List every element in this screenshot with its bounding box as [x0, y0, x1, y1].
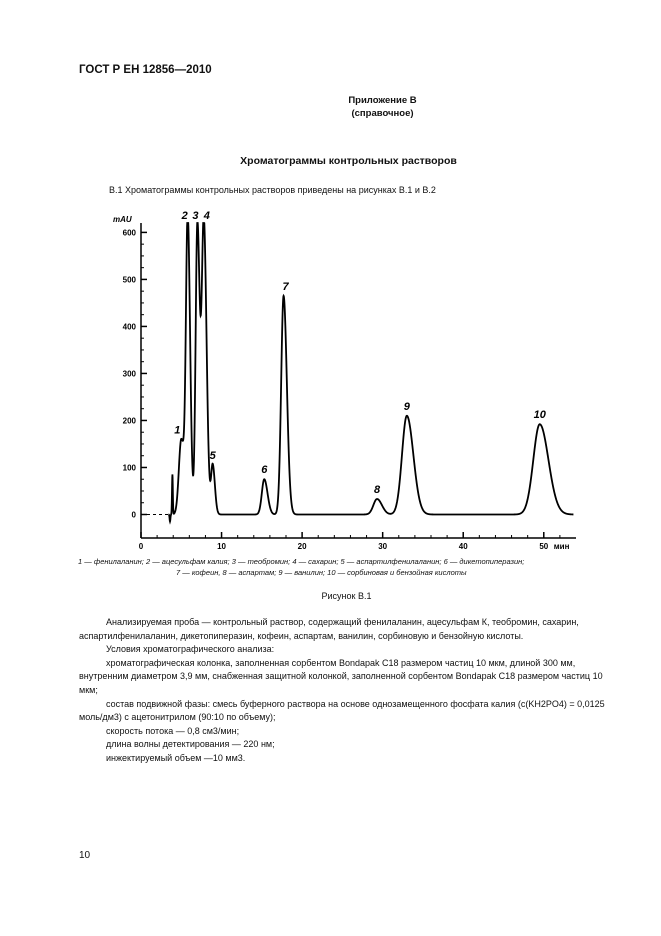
legend-line-1: 1 — фенилаланин; 2 — ацесульфам калия; 3 — теобромин; 4 — сахарин; 5 — аспартилфенилаланин; 6 — дикетопиперазин; — [78, 557, 525, 566]
y-tick-label: 100 — [122, 463, 136, 473]
paragraph-wavelength: длина волны детектирования — 220 нм; — [106, 739, 275, 750]
y-tick-label: 500 — [122, 275, 136, 285]
peak-label-2: 2 — [181, 210, 188, 222]
x-tick-label: 40 — [458, 542, 468, 550]
section-title — [0, 155, 661, 167]
y-axis-label: mAU — [113, 215, 132, 224]
annex-subtitle: (справочное) — [351, 108, 414, 119]
y-tick-label: 300 — [122, 369, 136, 379]
paragraph-conditions: Условия хроматографического анализа: — [106, 644, 275, 655]
chromatogram-trace — [168, 223, 573, 522]
figure-caption-text: Рисунок В.1 — [321, 591, 372, 601]
y-tick-label: 0 — [131, 510, 136, 520]
peak-label-8: 8 — [373, 483, 381, 496]
peak-label-5: 5 — [209, 450, 216, 463]
paragraph-mobile-phase — [79, 698, 615, 725]
peak-label-3: 3 — [192, 210, 199, 222]
paragraph-flow-rate: скорость потока — 0,8 см3/мин; — [106, 725, 240, 736]
page-number: 10 — [79, 850, 91, 861]
paragraph-sample: Анализируемая проба — контрольный раствор, содержащий фенилаланин, ацесульфам К, теобромин, сахарин, аспартилфенилаланин, дикетопиперазин, кофеин, аспартам, ванилин, сорбиновую и бензойную кислоты. — [79, 617, 579, 641]
peak-label-10: 10 — [533, 409, 546, 422]
annex-title: Приложение В — [348, 95, 417, 106]
mobile-phase-text: состав подвижной фазы: смесь буферного раствора на основе однозамещенного фосфата калия (c(KH2PO4) = 0,0125 моль/дм3) с ацетонитрилом (90:10 по объему); — [79, 698, 605, 723]
peak-label-1: 1 — [174, 424, 181, 437]
body-text — [79, 616, 615, 766]
intro-paragraph: В.1 Хроматограммы контрольных растворов приведены на рисунках В.1 и В.2 — [109, 185, 436, 195]
x-axis-label: мин — [553, 542, 570, 550]
legend-line-2: 7 — кофеин, 8 — аспартам; 9 — ванилин; 10 — сорбиновая и бензойная кислоты — [176, 568, 467, 577]
x-tick-label: 30 — [378, 542, 388, 550]
x-tick-label: 10 — [217, 542, 227, 550]
peak-label-7: 7 — [282, 280, 289, 293]
paragraph-injection-volume: инжектируемый объем —10 мм3. — [106, 752, 246, 763]
document-header: ГОСТ Р ЕН 12856—2010 — [79, 64, 212, 76]
y-tick-label: 600 — [122, 228, 136, 238]
paragraph-column: хроматографическая колонка, заполненная сорбентом Bondapak C18 размером частиц 10 мкм, длиной 300 мм, внутренним диаметром 3,9 мм, снабженная защитной колонкой, заполненной сорбентом Bondapak C18 размером частиц 10 мкм; — [79, 657, 603, 695]
y-tick-label: 400 — [122, 322, 136, 332]
chromatogram-chart — [100, 205, 590, 550]
peak-label-9: 9 — [403, 400, 410, 413]
y-tick-label: 200 — [122, 416, 136, 426]
x-tick-label: 50 — [539, 542, 549, 550]
x-tick-label: 0 — [138, 542, 144, 550]
figure-legend — [78, 556, 618, 578]
peak-label-4: 4 — [203, 210, 210, 222]
section-title-text: Хроматограммы контрольных растворов — [240, 155, 457, 167]
x-tick-label: 20 — [297, 542, 307, 550]
peak-label-6: 6 — [261, 464, 268, 477]
annex-heading — [0, 94, 661, 120]
figure-caption — [0, 591, 661, 601]
